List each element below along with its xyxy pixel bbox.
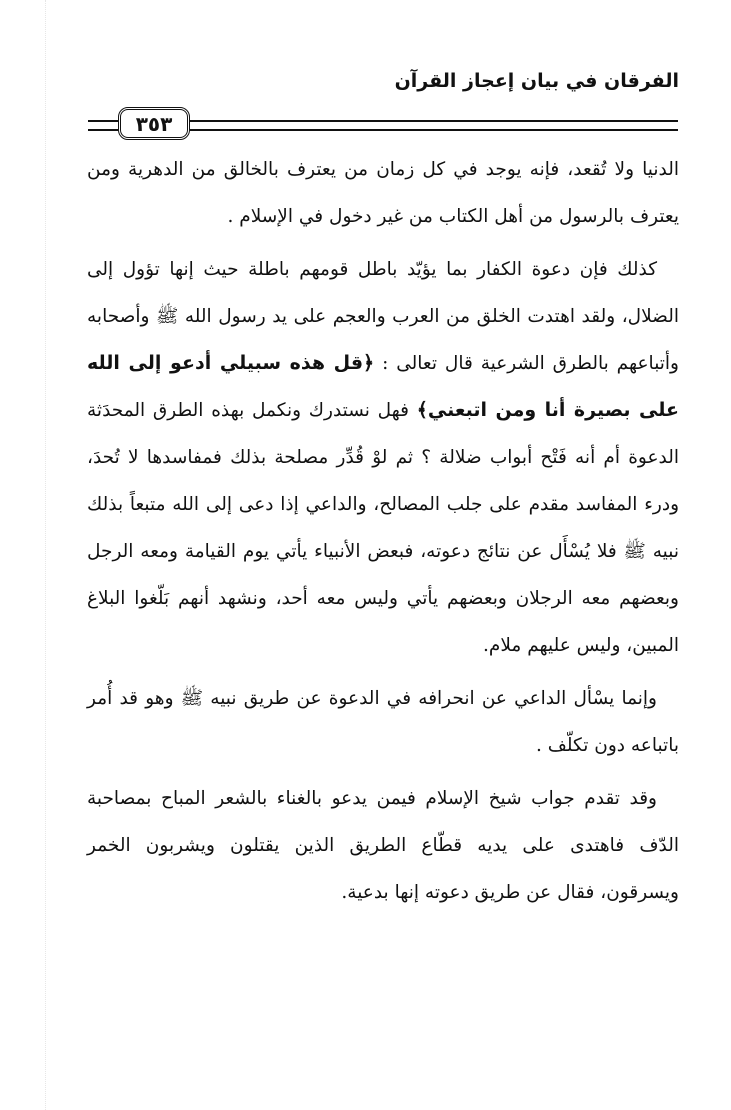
header-rule-top-right: [190, 120, 678, 122]
paragraph-2: [87, 246, 679, 669]
running-header-title: الفرقان في بيان إعجاز القرآن: [394, 70, 679, 92]
paragraph-4: وقد تقدم جواب شيخ الإسلام فيمن يدعو بالغناء بالشعر المباح بمصاحبة الدّف فاهتدى على يديه قطّاع الطريق الذين يقتلون ويشربون الخمر ويسرقون، فقال عن طريق دعوته إنها بدعية.: [87, 788, 679, 903]
paragraph-3: وإنما يسْأل الداعي عن انحرافه في الدعوة عن طريق نبيه ﷺ وهو قد أُمر باتباعه دون تكلّف .: [87, 688, 679, 756]
paragraph-1: الدنيا ولا تُقعد، فإنه يوجد في كل زمان من يعترف بالخالق من الدهرية ومن يعترف بالرسول من أهل الكتاب من غير دخول في الإسلام .: [87, 159, 679, 227]
header-rule-bottom-left: [88, 129, 118, 131]
page-margin-guide: [45, 0, 46, 1110]
body-text: [87, 146, 679, 916]
paragraph-2-part-2: فهل نستدرك ونكمل بهذه الطرق المحدَثة الدعوة أم أنه فَتْح أبواب ضلالة ؟ ثم لوْ قُدِّر مصلحة بذلك فمفاسدها لا تُحدَ، ودرء المفاسد مقدم على جلب المصالح، والداعي إذا دعى إلى الله متبعاً بذلك نبيه ﷺ فلا يُسْأَل عن نتائج دعوته، فبعض الأنبياء يأتي يوم القيامة ومعه الرجل وبعضهم معه الرجلان وبعضهم يأتي وليس معه أحد، ونشهد أنهم بَلّغوا البلاغ المبين، وليس عليهم ملام.: [87, 400, 679, 656]
quran-verse: ﴿قل هذه سبيلي أدعو إلى الله على بصيرة أنا ومن اتبعني﴾: [87, 352, 679, 421]
header-rule-top-left: [88, 120, 118, 122]
page-number-frame: [118, 107, 190, 140]
header-rule-bottom-right: [190, 129, 678, 131]
paragraph-2-part-1: كذلك فإن دعوة الكفار بما يؤيّد باطل قومهم باطلة حيث إنها تؤول إلى الضلال، ولقد اهتدت الخلق من العرب والعجم على يد رسول الله ﷺ وأصحابه وأتباعهم بالطرق الشرعية قال تعالى :: [87, 259, 679, 374]
page-number: ٣٥٣: [135, 111, 173, 136]
